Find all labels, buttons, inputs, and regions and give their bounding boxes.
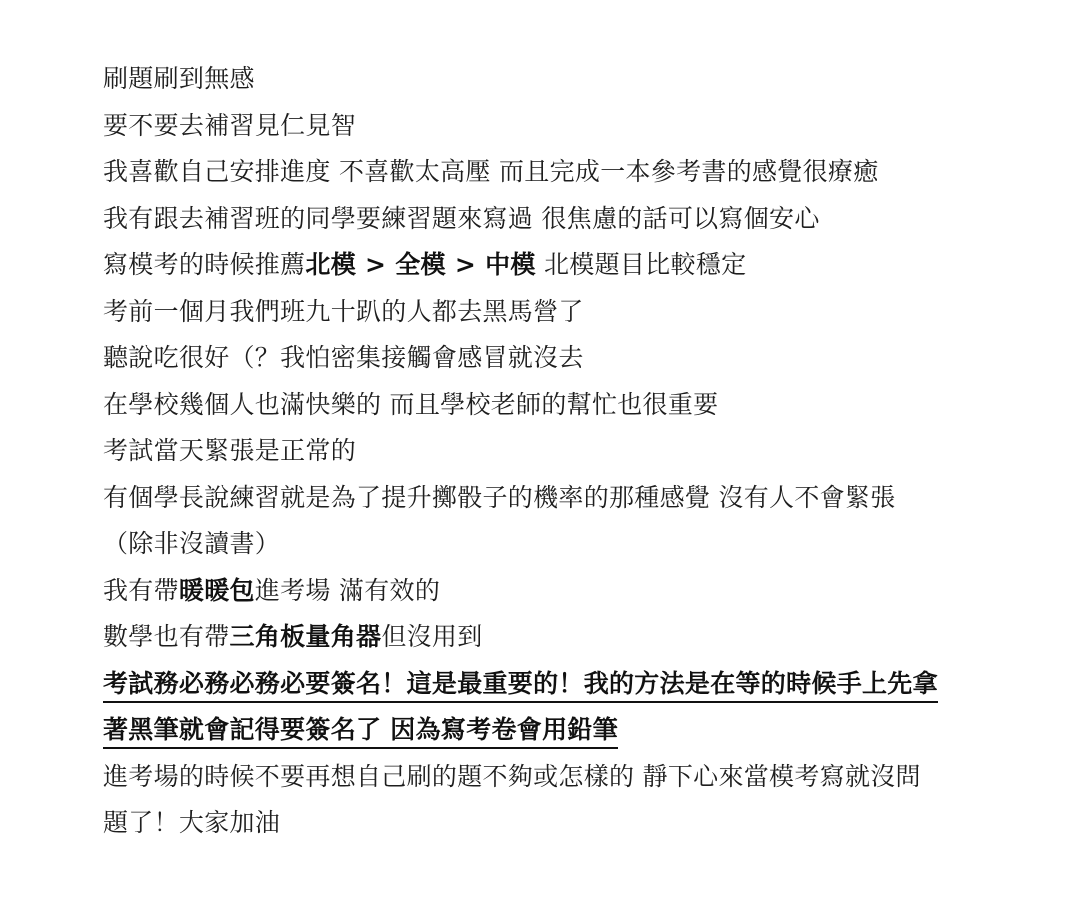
text-line (103, 242, 1003, 289)
text-line: 考試當天緊張是正常的 (103, 436, 357, 465)
text-run: 但沒用到 (381, 622, 483, 651)
underlined-bold-line (103, 661, 1003, 708)
underlined-bold-line (103, 707, 1003, 754)
text-line: 聽說吃很好（？我怕密集接觸會感冒就沒去 (103, 343, 584, 372)
text-line: 有個學長說練習就是為了提升擲骰子的機率的那種感覺 沒有人不會緊張 (103, 482, 896, 512)
text-run: 北模題目比較穩定 (535, 250, 747, 279)
text-line: 進考場的時候不要再想自己刷的題不夠或怎樣的 靜下心來當模考寫就沒問 (103, 761, 921, 791)
text-run: 我有帶 (103, 575, 179, 605)
text-line: 在學校幾個人也滿快樂的 而且學校老師的幫忙也很重要 (103, 389, 719, 419)
text-line: （除非沒讀書） (103, 529, 281, 558)
text-line (103, 614, 1003, 661)
bold-text-run: 暖暖包 (178, 575, 255, 605)
underlined-text: 著黑筆就會記得要簽名了 因為寫考卷會用鉛筆 (103, 715, 618, 749)
document-body (103, 56, 1003, 847)
text-line (103, 568, 1003, 615)
text-line: 我喜歡自己安排進度 不喜歡太高壓 而且完成一本參考書的感覺很療癒 (103, 157, 879, 186)
text-line: 要不要去補習見仁見智 (103, 110, 357, 140)
bold-text-run: 三角板量角器 (229, 622, 382, 651)
bold-text-run: 北模 > 全模 > 中模 (305, 250, 536, 279)
text-run: 進考場 滿有效的 (254, 575, 441, 605)
underlined-text: 考試務必務必務必要簽名！這是最重要的！我的方法是在等的時候手上先拿 (103, 669, 938, 703)
text-line: 刷題刷到無感 (103, 64, 255, 93)
text-line: 考前一個月我們班九十趴的人都去黑馬營了 (103, 296, 584, 326)
text-line: 題了！大家加油 (103, 808, 281, 837)
text-run: 寫模考的時候推薦 (103, 250, 306, 279)
text-line: 我有跟去補習班的同學要練習題來寫過 很焦慮的話可以寫個安心 (103, 203, 820, 233)
text-run: 數學也有帶 (103, 622, 230, 651)
